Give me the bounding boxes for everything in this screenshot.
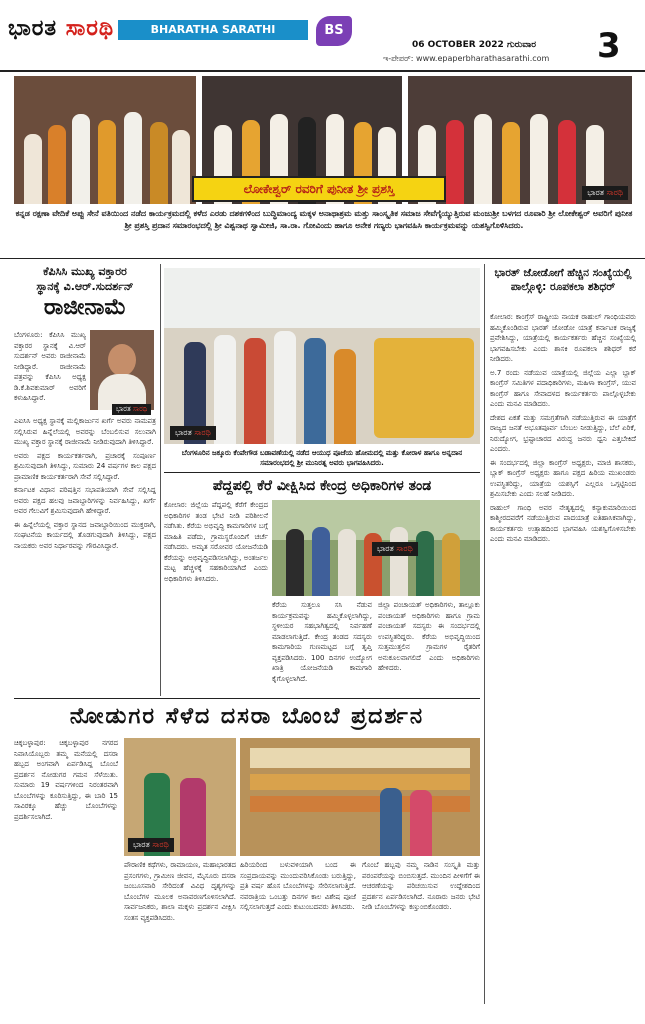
center-story-col3: ಜಿಲ್ಲಾ ಪಂಚಾಯತ್ ಅಧಿಕಾರಿಗಳು, ತಾಲ್ಲೂಕು ಪಂಚಾಯತ್ ಅಧಿಕಾರಿಗಳು ಹಾಗೂ ಗ್ರಾಮ ಪಂಚಾಯತ್ ಸದಸ್ಯರು ಈ ಸಂದರ್ಭದಲ್ಲಿ ಉಪಸ್ಥಿತರಿದ್ದರು. ಕೆರೆಯ ಅಭಿವೃದ್ಧಿಯಿಂದ ಸುತ್ತಮುತ್ತಲಿನ ಗ್ರಾಮಗಳ ರೈತರಿಗೆ ಅನುಕೂಲವಾಗಲಿದೆ ಎಂದು ಅಧಿಕಾರಿಗಳು ಹೇಳಿದರು.: [378, 601, 480, 672]
portrait-photo: [90, 330, 154, 410]
issue-date: 06 OCTOBER 2022 ಗುರುವಾರ: [412, 40, 537, 50]
photo-credit-flag-left: ಭಾರತ ಸಾರಥಿ: [112, 404, 151, 415]
page-number: 3: [597, 26, 621, 66]
bottom-photo-1: [124, 738, 236, 856]
left-headline-3: ರಾಜೀನಾಮೆ: [43, 295, 127, 320]
left-para-3: ಅವರು ಪಕ್ಷದ ಕಾರ್ಯಕರ್ತರಾಗಿ, ಪ್ರಚಾರಕ್ಕೆ ಸಂಪೂರ್ಣ ಶ್ರಮಿಸುವುದಾಗಿ ತಿಳಿಸಿದ್ದು, ಸುಮಾರು 24 ವರ್ಷಗಳ ಕಾಲ ಪಕ್ಷದ ಪ್ರಾಮಾಣಿಕ ಕಾರ್ಯಕರ್ತರಾಗಿ ಸೇವೆ ಸಲ್ಲಿಸಿದ್ದಾರೆ.: [14, 451, 156, 481]
center-headline: ಪೆದ್ದಪಲ್ಲಿ ಕೆರೆ ವೀಕ್ಷಿಸಿದ ಕೇಂದ್ರ ಅಧಿಕಾರಿಗಳ ತಂಡ: [212, 478, 432, 494]
right-story-body: [490, 312, 636, 1004]
photo-credit-flag-center-story: ಭಾರತ ಸಾರಥಿ: [372, 542, 418, 556]
masthead-rule: [0, 70, 645, 72]
center-story-col2: ಕೆರೆಯ ಸುತ್ತಲೂ ಸಸಿ ನೆಡುವ ಕಾರ್ಯಕ್ರಮವನ್ನು ಹಮ್ಮಿಕೊಳ್ಳಲಾಗಿದ್ದು, ಸ್ಥಳೀಯರ ಸಹಭಾಗಿತ್ವದಲ್ಲಿ ನಿರ್ವಹಣೆ ಮಾಡಲಾಗುತ್ತಿದೆ. ಕೇಂದ್ರ ತಂಡದ ಸದಸ್ಯರು ಕಾಮಗಾರಿಯ ಗುಣಮಟ್ಟದ ಬಗ್ಗೆ ತೃಪ್ತಿ ವ್ಯಕ್ತಪಡಿಸಿದರು. 100 ದಿನಗಳ ಉದ್ಯೋಗ ಖಾತ್ರಿ ಯೋಜನೆಯಡಿ ಕಾಮಗಾರಿ ಕೈಗೊಳ್ಳಲಾಗಿದೆ.: [272, 601, 372, 683]
bottom-story-col3: ಹಿರಿಯರಿಂದ ಬಳುವಳಿಯಾಗಿ ಬಂದ ಈ ಸಂಪ್ರದಾಯವನ್ನು ಮುಂದುವರಿಸಿಕೊಂಡು ಬರುತ್ತಿದ್ದು, ಪ್ರತಿ ವರ್ಷ ಹೊಸ ಬೊಂಬೆಗಳನ್ನು ಸೇರಿಸಲಾಗುತ್ತಿದೆ. ನವರಾತ್ರಿಯ ಒಂಬತ್ತು ದಿನಗಳ ಕಾಲ ವಿಶೇಷ ಪೂಜೆ ಸಲ್ಲಿಸಲಾಗುತ್ತದೆ ಎಂದು ಕುಟುಂಬದವರು ತಿಳಿಸಿದರು.: [240, 861, 356, 911]
bottom-headline: ನೋಡುಗರ ಸೆಳೆದ ದಸರಾ ಬೊಂಬೆ ಪ್ರದರ್ಶನ: [69, 704, 425, 729]
left-story-body: [14, 416, 156, 692]
daily-title-bar: BHARATHA SARATHI KANNADA DAILY: [118, 20, 308, 40]
column-divider: [160, 264, 161, 696]
logo-part1: ಭಾರತ: [8, 16, 58, 41]
photo-credit-flag-center: ಭಾರತ ಸಾರಥಿ: [170, 426, 216, 440]
bottom-rule: [14, 698, 480, 699]
epaper-website: ಇ-ಪೇಪರ್: www.epaperbharathasarathi.com: [383, 54, 550, 63]
right-headline: ಭಾರತ್ ಜೋಡೋಗೆ ಹೆಚ್ಚಿನ ಸಂಖ್ಯೆಯಲ್ಲಿ ಪಾಲ್ಗೊಳ್ಳಿ: ರೂಪಕಲಾ ಶಶಿಧರ್: [494, 267, 632, 293]
top-story-caption: ಕನ್ನಡ ರಕ್ಷಣಾ ವೇದಿಕೆ ಅಪ್ಪು ಸೇನೆ ವತಿಯಿಂದ ನಡೆದ ಕಾರ್ಯಕ್ರಮದಲ್ಲಿ ಕಳೆದ ಎರಡು ದಶಕಗಳಿಂದ ಬುದ್ಧಿಮಾಂದ್ಯ ಮಕ್ಕಳ ಅನಾಥಾಶ್ರಮ ಮತ್ತು ಸಾಂಸ್ಕೃತಿಕ ಸಮಾಜ ಸೇವೆಗೈಯ್ಯುತ್ತಿರುವ ಮಂಜುಶ್ರೀ ಬಳಗದ ರೂವಾರಿ ಶ್ರೀ ಲೋಕೇಶ್ವರ್ ಅವರಿಗೆ ಪುನೀತ ಶ್ರೀ ಪ್ರಶಸ್ತಿ ಪ್ರದಾನ ಸಮಾರಂಭದಲ್ಲಿ ಶ್ರೀ ವಿಶ್ವನಾಥ ಸ್ವಾಮೀಜಿ, ಸಾ.ರಾ. ಗೋವಿಂದು ಹಾಗೂ ಅನೇಕ ಗಣ್ಯರು ಭಾಗವಹಿಸಿ ಕಾರ್ಯಕ್ರಮವನ್ನು ಯಶಸ್ವಿಗೊಳಿಸಿದರು.: [15, 209, 633, 230]
bottom-photo-2: [240, 738, 480, 856]
top-story-banner: ಲೋಕೇಶ್ವರ್ ರವರಿಗೆ ಪುನೀತ ಶ್ರೀ ಪ್ರಶಸ್ತಿ: [192, 176, 446, 202]
right-para-4: ಈ ಸಂದರ್ಭದಲ್ಲಿ ಜಿಲ್ಲಾ ಕಾಂಗ್ರೆಸ್ ಅಧ್ಯಕ್ಷರು, ಮಾಜಿ ಶಾಸಕರು, ಬ್ಲಾಕ್ ಕಾಂಗ್ರೆಸ್ ಅಧ್ಯಕ್ಷರು ಹಾಗೂ ಪಕ್ಷದ ಹಿರಿಯ ಮುಖಂಡರು ಉಪಸ್ಥಿತರಿದ್ದು, ಯಾತ್ರೆಯ ಯಶಸ್ಸಿಗೆ ಎಲ್ಲರೂ ಒಗ್ಗಟ್ಟಿನಿಂದ ಶ್ರಮಿಸಬೇಕು ಎಂದು ಸಲಹೆ ನೀಡಿದರು.: [490, 458, 636, 498]
left-para-4: ಕರ್ನಾಟಕ ವಿಧಾನ ಪರಿಷತ್ತಿನ ಸಭಾಪತಿಯಾಗಿ ಸೇವೆ ಸಲ್ಲಿಸಿದ್ದ ಅವರು ಪಕ್ಷದ ಹಲವು ಜವಾಬ್ದಾರಿಗಳನ್ನು ನಿರ್ವಹಿಸಿದ್ದು, ಖರ್ಗೆ ಅವರ ಗೆಲುವಿಗೆ ಶ್ರಮಿಸುವುದಾಗಿ ಹೇಳಿದ್ದಾರೆ.: [14, 486, 156, 515]
center-photo-caption: ಬೆಂಗಳೂರಿನ ಜಕ್ಕೂರು ಕೆಂಪೇಗೌಡ ಬಡಾವಣೆಯಲ್ಲಿ ನಡೆದ ಆಯುಧ ಪೂಜೆಯ ಹೋಮದಲ್ಲಿ ಮತ್ತು ಕೋರಾಳ ಹಾಗೂ ಅನ್ನದಾನ ಸಮಾರಂಭದಲ್ಲಿ ಶ್ರೀ ಮುನಿರತ್ನ ಅವರು ಭಾಗವಹಿಸಿದರು.: [181, 449, 463, 467]
center-rule: [164, 472, 480, 473]
logo-part2: ಸಾರಥಿ: [65, 16, 115, 41]
left-headline-1: ಕೆಪಿಸಿಸಿ ಮುಖ್ಯ ವಕ್ತಾರರ: [43, 265, 127, 278]
left-para-2: ಎಐಸಿಸಿ ಅಧ್ಯಕ್ಷ ಸ್ಥಾನಕ್ಕೆ ಮಲ್ಲಿಕಾರ್ಜುನ ಖರ್ಗೆ ಅವರು ನಾಮಪತ್ರ ಸಲ್ಲಿಸಿರುವ ಹಿನ್ನೆಲೆಯಲ್ಲಿ ಅವರನ್ನು ಬೆಂಬಲಿಸುವ ಸಲುವಾಗಿ ಮುಖ್ಯ ವಕ್ತಾರ ಸ್ಥಾನಕ್ಕೆ ರಾಜೀನಾಮೆ ನೀಡಿರುವುದಾಗಿ ತಿಳಿಸಿದ್ದಾರೆ.: [14, 417, 156, 446]
photo-credit-flag: ಭಾರತ ಸಾರಥಿ: [582, 186, 628, 200]
left-story: [14, 264, 156, 322]
left-story-intro: ಬೆಂಗಳೂರು: ಕೆಪಿಸಿಸಿ ಮುಖ್ಯ ವಕ್ತಾರರ ಸ್ಥಾನಕ್ಕೆ ವಿ.ಆರ್ ಸುದರ್ಶನ್ ಅವರು ರಾಜೀನಾಮೆ ನೀಡಿದ್ದಾರೆ. ರಾಜೀನಾಮೆ ಪತ್ರವನ್ನು ಕೆಪಿಸಿಸಿ ಅಧ್ಯಕ್ಷ ಡಿ.ಕೆ.ಶಿವಕುಮಾರ್ ಅವರಿಗೆ ಕಳುಹಿಸಿದ್ದಾರೆ.: [14, 331, 86, 402]
bottom-story-col1: ಚಿಕ್ಕಬಳ್ಳಾಪುರ: ಚಿಕ್ಕಬಳ್ಳಾಪುರ ನಗರದ ನಿವಾಸಿಯೊಬ್ಬರು ತಮ್ಮ ಮನೆಯಲ್ಲಿ ದಸರಾ ಹಬ್ಬದ ಅಂಗವಾಗಿ ಏರ್ಪಡಿಸಿದ್ದ ಬೊಂಬೆ ಪ್ರದರ್ಶನ ನೋಡುಗರ ಗಮನ ಸೆಳೆಯಿತು. ಸುಮಾರು 19 ವರ್ಷಗಳಿಂದ ನಿರಂತರವಾಗಿ ಬೊಂಬೆಗಳನ್ನು ಕೂರಿಸುತ್ತಿದ್ದು, ಈ ಬಾರಿ 15 ಸಾವಿರಕ್ಕೂ ಹೆಚ್ಚು ಬೊಂಬೆಗಳನ್ನು ಪ್ರದರ್ಶಿಸಲಾಗಿದೆ.: [14, 739, 118, 821]
top-photo-1: [14, 76, 196, 204]
section-rule: [0, 258, 645, 259]
center-story-col1: ಕೋಲಾರ: ಜಿಲ್ಲೆಯ ಪೆದ್ದಪಲ್ಲಿ ಕೆರೆಗೆ ಕೇಂದ್ರದ ಅಧಿಕಾರಿಗಳ ತಂಡ ಭೇಟಿ ನೀಡಿ ಪರಿಶೀಲನೆ ನಡೆಸಿತು. ಕೆರೆಯ ಅಭಿವೃದ್ಧಿ ಕಾಮಗಾರಿಗಳ ಬಗ್ಗೆ ಮಾಹಿತಿ ಪಡೆದು, ಗ್ರಾಮಸ್ಥರೊಂದಿಗೆ ಚರ್ಚೆ ನಡೆಸಿದರು. ಅಮೃತ ಸರೋವರ ಯೋಜನೆಯಡಿ ಕೆರೆಯನ್ನು ಅಭಿವೃದ್ಧಿಪಡಿಸಲಾಗಿದ್ದು, ಅಂತರ್ಜಲ ಮಟ್ಟ ಹೆಚ್ಚಳಕ್ಕೆ ಸಹಕಾರಿಯಾಗಿದೆ ಎಂದು ಅಧಿಕಾರಿಗಳು ತಿಳಿಸಿದರು.: [164, 501, 268, 583]
right-para-2: ಅ.7 ರಂದು ನಡೆಯುವ ಯಾತ್ರೆಯಲ್ಲಿ ಜಿಲ್ಲೆಯ ಎಲ್ಲಾ ಬ್ಲಾಕ್ ಕಾಂಗ್ರೆಸ್ ಸಮಿತಿಗಳ ಪದಾಧಿಕಾರಿಗಳು, ಮಹಿಳಾ ಕಾಂಗ್ರೆಸ್, ಯುವ ಕಾಂಗ್ರೆಸ್ ಹಾಗೂ ಸೇವಾದಳದ ಕಾರ್ಯಕರ್ತರು ಪಾಲ್ಗೊಳ್ಳಬೇಕು ಎಂದು ಮನವಿ ಮಾಡಿದರು.: [490, 368, 636, 408]
right-para-3: ದೇಶದ ಏಕತೆ ಮತ್ತು ಸಮಗ್ರತೆಗಾಗಿ ನಡೆಯುತ್ತಿರುವ ಈ ಯಾತ್ರೆಗೆ ರಾಜ್ಯದ ಜನತೆ ಅಭೂತಪೂರ್ವ ಬೆಂಬಲ ನೀಡುತ್ತಿದ್ದು, ಬೆಲೆ ಏರಿಕೆ, ನಿರುದ್ಯೋಗ, ಭ್ರಷ್ಟಾಚಾರದ ವಿರುದ್ಧ ಜನರು ಧ್ವನಿ ಎತ್ತಬೇಕಿದೆ ಎಂದರು.: [490, 413, 636, 453]
center-story-photo: [272, 500, 480, 596]
photo-credit-flag-bottom: ಭಾರತ ಸಾರಥಿ: [128, 838, 174, 852]
masthead: [0, 0, 645, 72]
left-para-5: ಈ ಹಿನ್ನೆಲೆಯಲ್ಲಿ ವಕ್ತಾರ ಸ್ಥಾನದ ಜವಾಬ್ದಾರಿಯಿಂದ ಮುಕ್ತರಾಗಿ, ಸಂಘಟನೆಯ ಕಾರ್ಯದಲ್ಲಿ ತೊಡಗುವುದಾಗಿ ತಿಳಿಸಿದ್ದು, ಪಕ್ಷದ ನಾಯಕರು ಅವರ ನಿರ್ಧಾರವನ್ನು ಗೌರವಿಸಿದ್ದಾರೆ.: [14, 520, 156, 550]
center-photo: [164, 268, 480, 444]
bottom-story-col2: ಪೌರಾಣಿಕ ಕಥೆಗಳು, ರಾಮಾಯಣ, ಮಹಾಭಾರತದ ಪ್ರಸಂಗಗಳು, ಗ್ರಾಮೀಣ ಜೀವನ, ಮೈಸೂರು ದಸರಾ ಜಂಬೂಸವಾರಿ ಸೇರಿದಂತೆ ವಿವಿಧ ದೃಶ್ಯಗಳನ್ನು ಬೊಂಬೆಗಳ ಮೂಲಕ ಅನಾವರಣಗೊಳಿಸಲಾಗಿದೆ. ಸಾರ್ವಜನಿಕರು, ಶಾಲಾ ಮಕ್ಕಳು ಪ್ರದರ್ಶನ ವೀಕ್ಷಿಸಿ ಸಂತಸ ವ್ಯಕ್ತಪಡಿಸಿದರು.: [124, 861, 236, 922]
newspaper-logo: [8, 16, 114, 41]
left-headline-2: ಸ್ಥಾನಕ್ಕೆ ವಿ.ಆರ್.ಸುದರ್ಶನ್: [36, 280, 134, 293]
right-para-1: ಕೋಲಾರ: ಕಾಂಗ್ರೆಸ್ ರಾಷ್ಟ್ರೀಯ ನಾಯಕ ರಾಹುಲ್ ಗಾಂಧಿಯವರು ಹಮ್ಮಿಕೊಂಡಿರುವ ಭಾರತ್ ಜೋಡೋ ಯಾತ್ರೆ ಕರ್ನಾಟಕ ರಾಜ್ಯಕ್ಕೆ ಪ್ರವೇಶಿಸಿದ್ದು, ಯಾತ್ರೆಯಲ್ಲಿ ಕಾರ್ಯಕರ್ತರು ಹೆಚ್ಚಿನ ಸಂಖ್ಯೆಯಲ್ಲಿ ಭಾಗವಹಿಸಬೇಕು ಎಂದು ಶಾಸಕಿ ರೂಪಕಲಾ ಶಶಿಧರ್ ಕರೆ ನೀಡಿದರು.: [490, 313, 636, 363]
bottom-story-col4: ಗೊಂಬೆ ಹಬ್ಬವು ನಮ್ಮ ನಾಡಿನ ಸಂಸ್ಕೃತಿ ಮತ್ತು ಪರಂಪರೆಯನ್ನು ಬಿಂಬಿಸುತ್ತದೆ. ಮುಂದಿನ ಪೀಳಿಗೆಗೆ ಈ ಆಚರಣೆಯನ್ನು ಪರಿಚಯಿಸುವ ಉದ್ದೇಶದಿಂದ ಪ್ರದರ್ಶನ ಏರ್ಪಡಿಸಲಾಗಿದೆ. ನೂರಾರು ಜನರು ಭೇಟಿ ನೀಡಿ ಬೊಂಬೆಗಳನ್ನು ಕಣ್ತುಂಬಿಕೊಂಡರು.: [362, 861, 480, 911]
column-divider-right: [484, 264, 485, 1004]
right-para-5: ರಾಹುಲ್ ಗಾಂಧಿ ಅವರ ನೇತೃತ್ವದಲ್ಲಿ ಕನ್ಯಾಕುಮಾರಿಯಿಂದ ಕಾಶ್ಮೀರದವರೆಗೆ ನಡೆಯುತ್ತಿರುವ ಪಾದಯಾತ್ರೆ ಐತಿಹಾಸಿಕವಾಗಿದ್ದು, ಕಾರ್ಯಕರ್ತರು ಉತ್ಸಾಹದಿಂದ ಭಾಗವಹಿಸಿ ಯಶಸ್ವಿಗೊಳಿಸಬೇಕು ಎಂದು ಮನವಿ ಮಾಡಿದರು.: [490, 503, 636, 543]
bs-badge-icon: BS: [316, 16, 352, 46]
